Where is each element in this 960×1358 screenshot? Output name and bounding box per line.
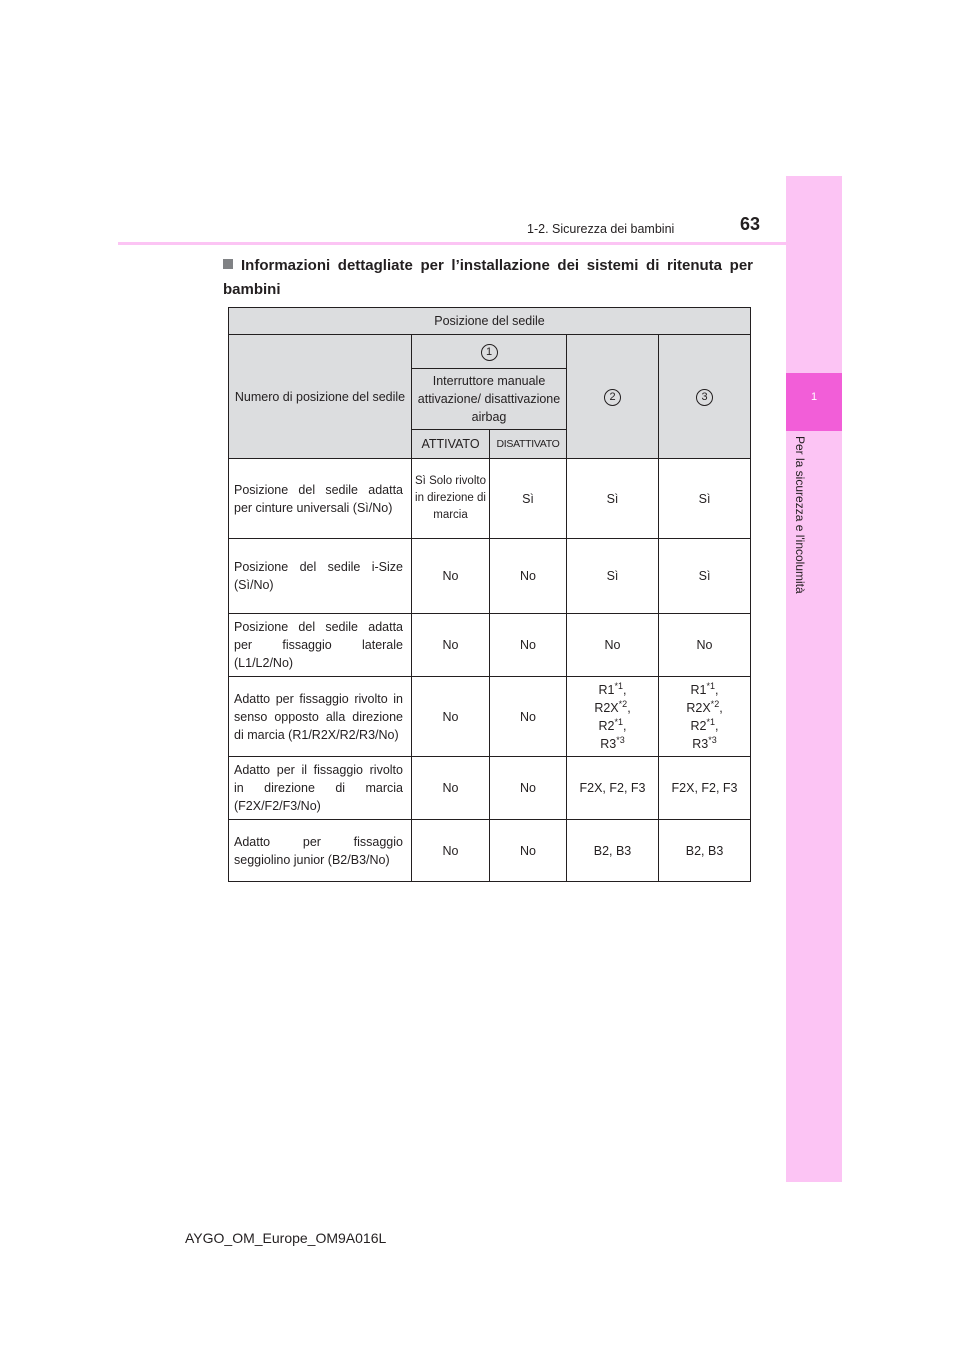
seat-number-header: Numero di posizione del sedile <box>229 335 412 459</box>
table-row <box>229 757 751 820</box>
code-line: $R2X^{*2}$, <box>686 698 723 715</box>
cell-seat1-off: Sì <box>490 459 567 539</box>
chapter-number: 1 <box>810 391 818 403</box>
table-row <box>229 820 751 882</box>
document-code-footer: AYGO_OM_Europe_OM9A016L <box>185 1230 387 1246</box>
cell-seat3: B2, B3 <box>659 820 751 882</box>
cell-seat2: Sì <box>567 459 659 539</box>
code: R3 <box>692 736 709 751</box>
footnote-ref: 3 <box>619 734 625 745</box>
row-label: Adatto per il fissaggio rivolto in direzione di marcia (F2X/F2/F3/No) <box>229 757 412 820</box>
table-row <box>229 539 751 614</box>
row-label: Posizione del sedile adatta per fissaggio laterale (L1/L2/No) <box>229 614 412 677</box>
section-heading <box>223 254 753 302</box>
seat-3-number: 3 <box>696 389 713 406</box>
cell-seat3: No <box>659 614 751 677</box>
table-header-row <box>229 335 751 369</box>
chapter-label: Per la sicurezza e l'incolumità <box>793 436 807 594</box>
cell-seat1-on: No <box>412 677 490 757</box>
table-row <box>229 677 751 757</box>
cell-seat2: No <box>567 614 659 677</box>
header-rule <box>118 242 786 245</box>
footnote-ref: 2 <box>714 698 720 709</box>
seat-1-number: 1 <box>481 344 498 361</box>
footnote-ref: 1 <box>618 716 624 727</box>
cell-seat1-on: No <box>412 820 490 882</box>
code: R2 <box>690 718 707 733</box>
cell-seat3: Sì <box>659 539 751 614</box>
seat-position-header: Posizione del sedile <box>229 308 751 335</box>
cell-seat2: Sì <box>567 539 659 614</box>
cell-seat3: F2X, F2, F3 <box>659 757 751 820</box>
footnote-ref: 2 <box>622 698 628 709</box>
code-line: R2$^{*1}$, <box>690 716 719 733</box>
code-line: R2$^{*1}$, <box>598 716 627 733</box>
code: R2 <box>598 718 615 733</box>
child-restraint-table <box>228 307 751 882</box>
code-line: $R2X^{*2}$, <box>594 698 631 715</box>
cell-seat1-on: No <box>412 757 490 820</box>
cell-seat1-off: No <box>490 539 567 614</box>
cell-seat1-off: No <box>490 820 567 882</box>
code: R2X <box>594 700 619 715</box>
code-line: R1$^{*1}$, <box>690 680 719 697</box>
seat-2-number: 2 <box>604 389 621 406</box>
cell-seat2: B2, B3 <box>567 820 659 882</box>
footnote-ref: 3 <box>711 734 717 745</box>
square-bullet-icon <box>223 259 233 269</box>
seat-3-header <box>659 335 751 459</box>
footnote-ref: 1 <box>710 680 716 691</box>
airbag-switch-header: Interruttore manuale attivazione/ disattivazione airbag <box>412 369 567 430</box>
cell-seat2 <box>567 677 659 757</box>
code-line: R3$^{*3}$ <box>692 734 717 751</box>
cell-seat3 <box>659 677 751 757</box>
cell-seat3: Sì <box>659 459 751 539</box>
page-number: 63 <box>740 214 761 234</box>
section-heading-text: Informazioni dettagliate per l’installazione dei sistemi di ritenuta per bambini <box>223 257 753 298</box>
cell-seat1-on: No <box>412 539 490 614</box>
section-title: 1-2. Sicurezza dei bambini <box>527 222 675 236</box>
code: R1 <box>598 682 615 697</box>
row-label: Adatto per fissaggio rivolto in senso opposto alla direzione di marcia (R1/R2X/R2/R3/No) <box>229 677 412 757</box>
cell-seat1-off: No <box>490 677 567 757</box>
row-label: Adatto per fissaggio seggiolino junior (B2/B3/No) <box>229 820 412 882</box>
code: R1 <box>690 682 707 697</box>
code: R2X <box>686 700 711 715</box>
cell-seat2: F2X, F2, F3 <box>567 757 659 820</box>
cell-seat1-off: No <box>490 614 567 677</box>
cell-seat1-off: No <box>490 757 567 820</box>
table-row <box>229 614 751 677</box>
row-label: Posizione del sedile adatta per cinture universali (Sì/No) <box>229 459 412 539</box>
seat-2-header <box>567 335 659 459</box>
cell-seat1-on: Sì Solo rivolto in direzione di marcia <box>412 459 490 539</box>
code: R3 <box>600 736 617 751</box>
row-label: Posizione del sedile i-Size (Sì/No) <box>229 539 412 614</box>
airbag-off-header: DISATTIVATO <box>490 430 567 459</box>
airbag-on-header: ATTIVATO <box>412 430 490 459</box>
footnote-ref: 1 <box>618 680 624 691</box>
code-line: R1$^{*1}$, <box>598 680 627 697</box>
cell-seat1-on: No <box>412 614 490 677</box>
table-row <box>229 459 751 539</box>
seat-1-header <box>412 335 567 369</box>
code-line: R3$^{*3}$ <box>600 734 625 751</box>
footnote-ref: 1 <box>710 716 716 727</box>
table-header-row <box>229 308 751 335</box>
